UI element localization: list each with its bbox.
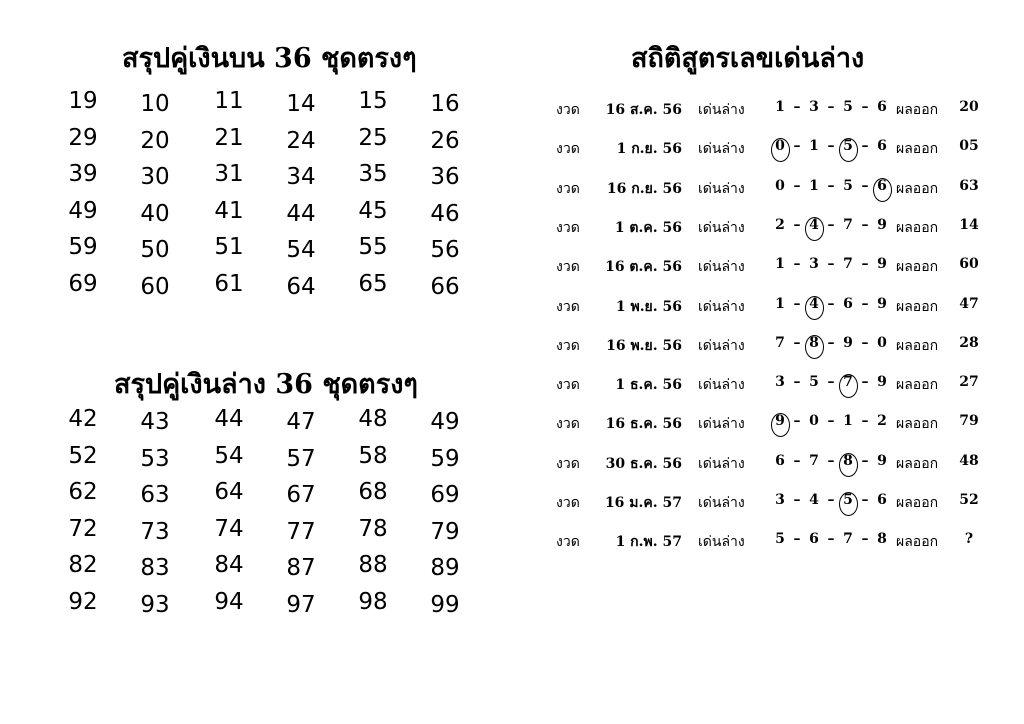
lead-label: เด่นล่าง: [698, 416, 745, 433]
result-value: 79: [959, 413, 979, 430]
pair-number: 56: [430, 237, 460, 263]
lead-digit: 4: [809, 216, 819, 233]
lead-digit: 0: [809, 413, 819, 430]
lead-digit: 2: [877, 413, 887, 430]
draw-label: งวด: [556, 495, 580, 511]
digit-separator: –: [827, 452, 835, 469]
lead-digit: 9: [877, 374, 887, 391]
draw-label: งวด: [556, 455, 580, 472]
lead-digit: 9: [877, 452, 887, 469]
draw-date: 1 พ.ย. 56: [615, 298, 682, 315]
lead-digit: 5: [775, 531, 785, 548]
lead-digit: 5: [843, 99, 853, 115]
digit-separator: –: [793, 295, 801, 312]
result-label: ผลออก: [896, 495, 939, 511]
lead-digit: 5: [843, 492, 853, 508]
lead-digit: 9: [877, 295, 887, 312]
pair-number: 99: [430, 591, 460, 618]
lead-digit: 6: [775, 452, 785, 469]
pair-number: 39: [68, 161, 98, 187]
digit-separator: –: [793, 531, 801, 548]
lead-digit: 3: [775, 374, 785, 391]
pair-number: 45: [358, 197, 388, 224]
pair-number: 47: [286, 409, 316, 435]
pair-number: 15: [358, 88, 388, 114]
pair-number: 21: [214, 124, 244, 151]
lead-digits: [772, 174, 896, 204]
draw-label: งวด: [556, 102, 580, 118]
digit-separator: –: [793, 452, 801, 469]
draw-label: งวด: [556, 298, 580, 315]
lead-label: เด่นล่าง: [698, 219, 745, 236]
lead-digit: 7: [843, 256, 853, 273]
result-label: ผลออก: [896, 534, 939, 551]
lead-digits: [772, 213, 896, 243]
pair-number: 31: [214, 161, 244, 187]
lead-label: เด่นล่าง: [698, 102, 745, 118]
lead-digits: [772, 331, 896, 361]
draw-label: งวด: [556, 377, 580, 394]
draw-date: 30 ธ.ค. 56: [605, 455, 682, 472]
digit-separator: –: [861, 452, 869, 469]
result-label: ผลออก: [896, 259, 939, 276]
draw-label: งวด: [556, 180, 580, 197]
pair-number: 24: [286, 127, 316, 154]
lead-digit: 6: [877, 99, 887, 115]
pair-number: 44: [214, 406, 244, 432]
digit-separator: –: [861, 413, 869, 430]
pair-number: 58: [358, 442, 388, 469]
result-label: ผลออก: [896, 377, 939, 394]
lead-digit: 9: [775, 413, 785, 430]
pair-number: 93: [140, 591, 170, 618]
pair-number: 50: [140, 237, 170, 263]
pair-number: 59: [430, 445, 460, 472]
lead-digit: 5: [843, 138, 853, 155]
pair-number: 72: [68, 515, 98, 542]
pair-number: 25: [358, 124, 388, 151]
pair-number: 11: [214, 88, 244, 114]
pair-number: 44: [286, 200, 316, 227]
pair-number: 54: [214, 442, 244, 469]
stats-row: [540, 370, 1000, 400]
stats-row: [540, 252, 1000, 282]
lead-digit: 0: [775, 138, 785, 155]
pair-number: 41: [214, 197, 244, 224]
pair-number: 97: [286, 591, 316, 618]
draw-label: งวด: [556, 259, 580, 276]
pair-number: 89: [430, 555, 460, 581]
stats-row: [540, 95, 1000, 125]
pair-number: 43: [140, 409, 170, 435]
lead-digit: 4: [809, 492, 819, 508]
pair-number: 61: [214, 270, 244, 297]
lead-digit: 6: [877, 177, 887, 194]
draw-label: งวด: [556, 219, 580, 236]
draw-date: 16 ธ.ค. 56: [605, 416, 682, 433]
lower-pairs-title: สรุปคู่เงินล่าง 36 ชุดตรงๆ: [114, 369, 418, 400]
lead-digit: 4: [809, 295, 819, 312]
result-label: ผลออก: [896, 180, 939, 197]
lead-digit: 3: [809, 256, 819, 273]
draw-date: 16 ต.ค. 56: [605, 259, 682, 276]
lead-label: เด่นล่าง: [698, 377, 745, 394]
pair-number: 35: [358, 161, 388, 187]
draw-date: 16 ส.ค. 56: [605, 102, 682, 118]
result-value: 05: [959, 138, 979, 155]
digit-separator: –: [827, 256, 835, 273]
digit-separator: –: [861, 531, 869, 548]
result-value: 20: [959, 99, 979, 115]
pair-number: 94: [214, 588, 244, 615]
pair-number: 51: [214, 234, 244, 260]
lead-digit: 3: [775, 492, 785, 508]
digit-separator: –: [861, 374, 869, 391]
digit-separator: –: [861, 177, 869, 194]
lead-label: เด่นล่าง: [698, 141, 745, 158]
lead-digit: 1: [809, 177, 819, 194]
pair-number: 40: [140, 200, 170, 227]
pair-number: 19: [68, 88, 98, 114]
lead-digit: 8: [809, 334, 819, 351]
result-value: 48: [959, 452, 979, 469]
draw-label: งวด: [556, 337, 580, 354]
digit-separator: –: [793, 374, 801, 391]
pair-number: 68: [358, 479, 388, 505]
lead-digit: 1: [775, 256, 785, 273]
lead-digits: [772, 370, 896, 400]
lead-digit: 7: [775, 334, 785, 351]
pair-number: 69: [430, 482, 460, 508]
result-value: 63: [959, 177, 979, 194]
pair-number: 34: [286, 164, 316, 190]
lead-digits: [772, 527, 896, 557]
digit-separator: –: [793, 492, 801, 508]
lead-digits: [772, 292, 896, 322]
lead-digits: [772, 134, 896, 164]
digit-separator: –: [827, 295, 835, 312]
lead-digits: [772, 252, 896, 282]
digit-separator: –: [827, 374, 835, 391]
lead-digit: 7: [843, 374, 853, 391]
pair-number: 14: [286, 91, 316, 117]
digit-separator: –: [793, 177, 801, 194]
pair-number: 92: [68, 588, 98, 615]
pair-number: 36: [430, 164, 460, 190]
stats-row: [540, 527, 1000, 557]
pair-number: 26: [430, 127, 460, 154]
digit-separator: –: [827, 413, 835, 430]
lead-label: เด่นล่าง: [698, 455, 745, 472]
lead-digit: 5: [809, 374, 819, 391]
pair-number: 82: [68, 552, 98, 578]
lead-digit: 6: [843, 295, 853, 312]
result-value: 52: [959, 492, 979, 508]
digit-separator: –: [793, 138, 801, 155]
lead-label: เด่นล่าง: [698, 495, 745, 511]
draw-date: 1 ต.ค. 56: [614, 219, 682, 236]
stats-row: [540, 213, 1000, 243]
pair-number: 84: [214, 552, 244, 578]
draw-label: งวด: [556, 416, 580, 433]
draw-date: 16 ก.ย. 56: [606, 180, 682, 197]
result-label: ผลออก: [896, 298, 939, 315]
digit-separator: –: [827, 531, 835, 548]
stats-row: [540, 488, 1000, 518]
draw-date: 16 พ.ย. 56: [606, 337, 682, 354]
stats-row: [540, 409, 1000, 439]
lead-digit: 5: [843, 177, 853, 194]
pair-number: 65: [358, 270, 388, 297]
result-label: ผลออก: [896, 219, 939, 236]
lead-digit: 1: [775, 99, 785, 115]
pair-number: 64: [214, 479, 244, 505]
pair-number: 78: [358, 515, 388, 542]
result-value: 60: [959, 256, 979, 273]
pair-number: 57: [286, 445, 316, 472]
lead-digit: 9: [877, 216, 887, 233]
lead-label: เด่นล่าง: [698, 298, 745, 315]
lead-digit: 0: [877, 334, 887, 351]
lead-digits: [772, 449, 896, 479]
digit-separator: –: [861, 99, 869, 115]
stats-row: [540, 174, 1000, 204]
stats-row: [540, 331, 1000, 361]
stats-title: สถิติสูตรเลขเด่นล่าง: [631, 43, 865, 74]
pair-number: 79: [430, 518, 460, 545]
pair-number: 10: [140, 91, 170, 117]
lead-digit: 0: [775, 177, 785, 194]
lead-digits: [772, 488, 896, 518]
draw-date: 1 ก.ย. 56: [616, 141, 682, 158]
pair-number: 77: [286, 518, 316, 545]
pair-number: 20: [140, 127, 170, 154]
draw-label: งวด: [556, 534, 580, 551]
digit-separator: –: [827, 216, 835, 233]
pair-number: 63: [140, 482, 170, 508]
digit-separator: –: [861, 295, 869, 312]
draw-label: งวด: [556, 141, 580, 158]
pair-number: 62: [68, 479, 98, 505]
result-label: ผลออก: [896, 102, 939, 118]
lead-digit: 1: [775, 295, 785, 312]
stats-row: [540, 449, 1000, 479]
result-label: ผลออก: [896, 141, 939, 158]
digit-separator: –: [861, 334, 869, 351]
pair-number: 88: [358, 552, 388, 578]
pair-number: 66: [430, 273, 460, 300]
digit-separator: –: [861, 492, 869, 508]
lead-digit: 3: [809, 99, 819, 115]
pair-number: 52: [68, 442, 98, 469]
digit-separator: –: [827, 334, 835, 351]
pair-number: 55: [358, 234, 388, 260]
pair-number: 46: [430, 200, 460, 227]
lead-digit: 9: [843, 334, 853, 351]
pair-number: 98: [358, 588, 388, 615]
pair-number: 60: [140, 273, 170, 300]
lead-digit: 7: [843, 216, 853, 233]
result-value: 27: [959, 374, 979, 391]
pair-number: 53: [140, 445, 170, 472]
digit-separator: –: [861, 256, 869, 273]
lead-digit: 8: [843, 452, 853, 469]
lead-digit: 7: [809, 452, 819, 469]
lead-label: เด่นล่าง: [698, 259, 745, 276]
digit-separator: –: [861, 138, 869, 155]
digit-separator: –: [793, 256, 801, 273]
pair-number: 16: [430, 91, 460, 117]
pair-number: 42: [68, 406, 98, 432]
digit-separator: –: [793, 413, 801, 430]
digit-separator: –: [793, 99, 801, 115]
lead-digit: 1: [809, 138, 819, 155]
pair-number: 67: [286, 482, 316, 508]
pair-number: 69: [68, 270, 98, 297]
pair-number: 83: [140, 555, 170, 581]
pair-number: 48: [358, 406, 388, 432]
digit-separator: –: [827, 99, 835, 115]
pair-number: 49: [430, 409, 460, 435]
result-value: 28: [959, 334, 979, 351]
lead-digit: 1: [843, 413, 853, 430]
lead-digit: 8: [877, 531, 887, 548]
pair-number: 59: [68, 234, 98, 260]
draw-date: 1 ธ.ค. 56: [615, 377, 682, 394]
result-value: 47: [959, 295, 979, 312]
digit-separator: –: [861, 216, 869, 233]
lead-digits: [772, 409, 896, 439]
lead-digit: 6: [877, 138, 887, 155]
lead-digit: 6: [877, 492, 887, 508]
lead-digit: 6: [809, 531, 819, 548]
pair-number: 64: [286, 273, 316, 300]
stats-row: [540, 292, 1000, 322]
result-label: ผลออก: [896, 337, 939, 354]
digit-separator: –: [827, 138, 835, 155]
result-value: ?: [964, 531, 974, 548]
pair-number: 29: [68, 124, 98, 151]
digit-separator: –: [827, 492, 835, 508]
draw-date: 1 ก.พ. 57: [615, 534, 682, 551]
upper-pairs-title: สรุปคู่เงินบน 36 ชุดตรงๆ: [122, 43, 417, 74]
pair-number: 54: [286, 237, 316, 263]
digit-separator: –: [827, 177, 835, 194]
lead-label: เด่นล่าง: [698, 337, 745, 354]
lead-label: เด่นล่าง: [698, 534, 745, 551]
lead-digit: 2: [775, 216, 785, 233]
pair-number: 30: [140, 164, 170, 190]
result-label: ผลออก: [896, 416, 939, 433]
pair-number: 49: [68, 197, 98, 224]
lead-digit: 9: [877, 256, 887, 273]
lead-label: เด่นล่าง: [698, 180, 745, 197]
lead-digit: 7: [843, 531, 853, 548]
digit-separator: –: [793, 216, 801, 233]
result-label: ผลออก: [896, 455, 939, 472]
pair-number: 73: [140, 518, 170, 545]
pair-number: 87: [286, 555, 316, 581]
digit-separator: –: [793, 334, 801, 351]
pair-number: 74: [214, 515, 244, 542]
lead-digits: [772, 95, 896, 125]
draw-date: 16 ม.ค. 57: [604, 495, 682, 511]
stats-row: [540, 134, 1000, 164]
result-value: 14: [959, 216, 979, 233]
